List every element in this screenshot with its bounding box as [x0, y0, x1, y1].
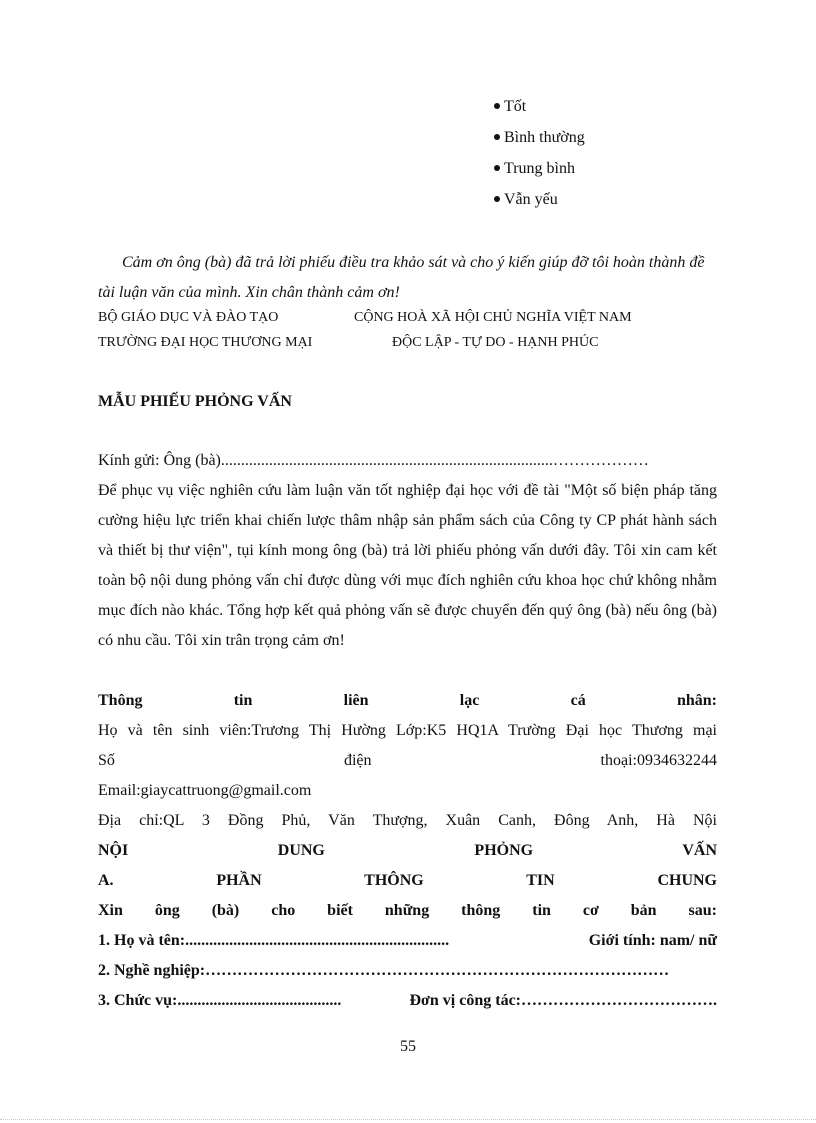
bullet-icon [494, 103, 500, 109]
ministry-header: BỘ GIÁO DỤC VÀ ĐÀO TẠO [98, 310, 279, 325]
section-a-heading: A. PHẦN THÔNG TIN CHUNG [98, 872, 717, 889]
option-item: Bình thường [494, 127, 585, 158]
page-number: 55 [400, 1038, 416, 1055]
bullet-icon [494, 196, 500, 202]
phone-info: Số điện thoại:0934632244 [98, 752, 717, 769]
thank-you-note: Cảm ơn ông (bà) đã trả lời phiếu điều tra khảo sát và cho ý kiến giúp đỡ tôi hoàn thành đề tài luận văn của mình. Xin chân thành cảm ơn! [98, 254, 705, 301]
intro-paragraph: Để phục vụ việc nghiên cứu làm luận văn tốt nghiệp đại học với đề tài "Một số biện pháp tăng cường hiệu lực triển khai chiến lược thâm nhập sản phẩm sách của Công ty CP phát hành sách và thiết bị thư viện", tụi kính mong ông (bà) trả lời phiếu phỏng vấn dưới đây. Tôi xin cam kết toàn bộ nội dung phỏng vấn chỉ được dùng với mục đích nghiên cứu khoa học chứ không nhằm mục đích nào khác. Tổng hợp kết quả phỏng vấn sẽ được chuyển đến quý ông (bà) nếu ông (bà) có nhu cầu. Tôi xin trân trọng cảm ơn! [98, 482, 717, 649]
greeting-line: Kính gửi: Ông (bà)...................................................................................……………… [98, 452, 649, 469]
rating-options [494, 96, 585, 220]
motto-header: ĐỘC LẬP - TỰ DO - HẠNH PHÚC [392, 335, 599, 350]
position-field: 3. Chức vụ:......................................... [98, 992, 342, 1009]
name-gender-row [98, 926, 717, 956]
section-main-heading: NỘI DUNG PHỎNG VẤN [98, 842, 717, 859]
gender-field: Giới tính: nam/ nữ [588, 932, 717, 949]
republic-header: CỘNG HOÀ XÃ HỘI CHỦ NGHĨA VIỆT NAM [354, 310, 632, 325]
workplace-field: Đơn vị công tác:………………………………. [409, 992, 717, 1009]
position-workplace-row [98, 986, 717, 1016]
page-divider [0, 1119, 816, 1120]
email-info: Email:giaycattruong@gmail.com [98, 782, 312, 799]
bullet-icon [494, 134, 500, 140]
request-line: Xin ông (bà) cho biết những thông tin cơ bản sau: [98, 902, 717, 919]
contact-heading: Thông tin liên lạc cá nhân: [98, 692, 717, 709]
option-item: Vẫn yếu [494, 189, 585, 220]
form-title: MẪU PHIẾU PHỎNG VẤN [98, 393, 292, 410]
job-field: 2. Nghề nghiệp:…………………………………………………………………………… [98, 962, 670, 979]
option-item: Tốt [494, 96, 585, 127]
address-info: Địa chỉ:QL 3 Đồng Phủ, Văn Thượng, Xuân Canh, Đông Anh, Hà Nội [98, 812, 717, 829]
bullet-icon [494, 165, 500, 171]
student-info: Họ và tên sinh viên:Trương Thị Hường Lớp:K5 HQ1A Trường Đại học Thương mại [98, 722, 717, 739]
name-field: 1. Họ và tên:.................................................................. [98, 932, 450, 949]
university-header: TRƯỜNG ĐẠI HỌC THƯƠNG MẠI [98, 335, 313, 350]
option-item: Trung bình [494, 158, 585, 189]
